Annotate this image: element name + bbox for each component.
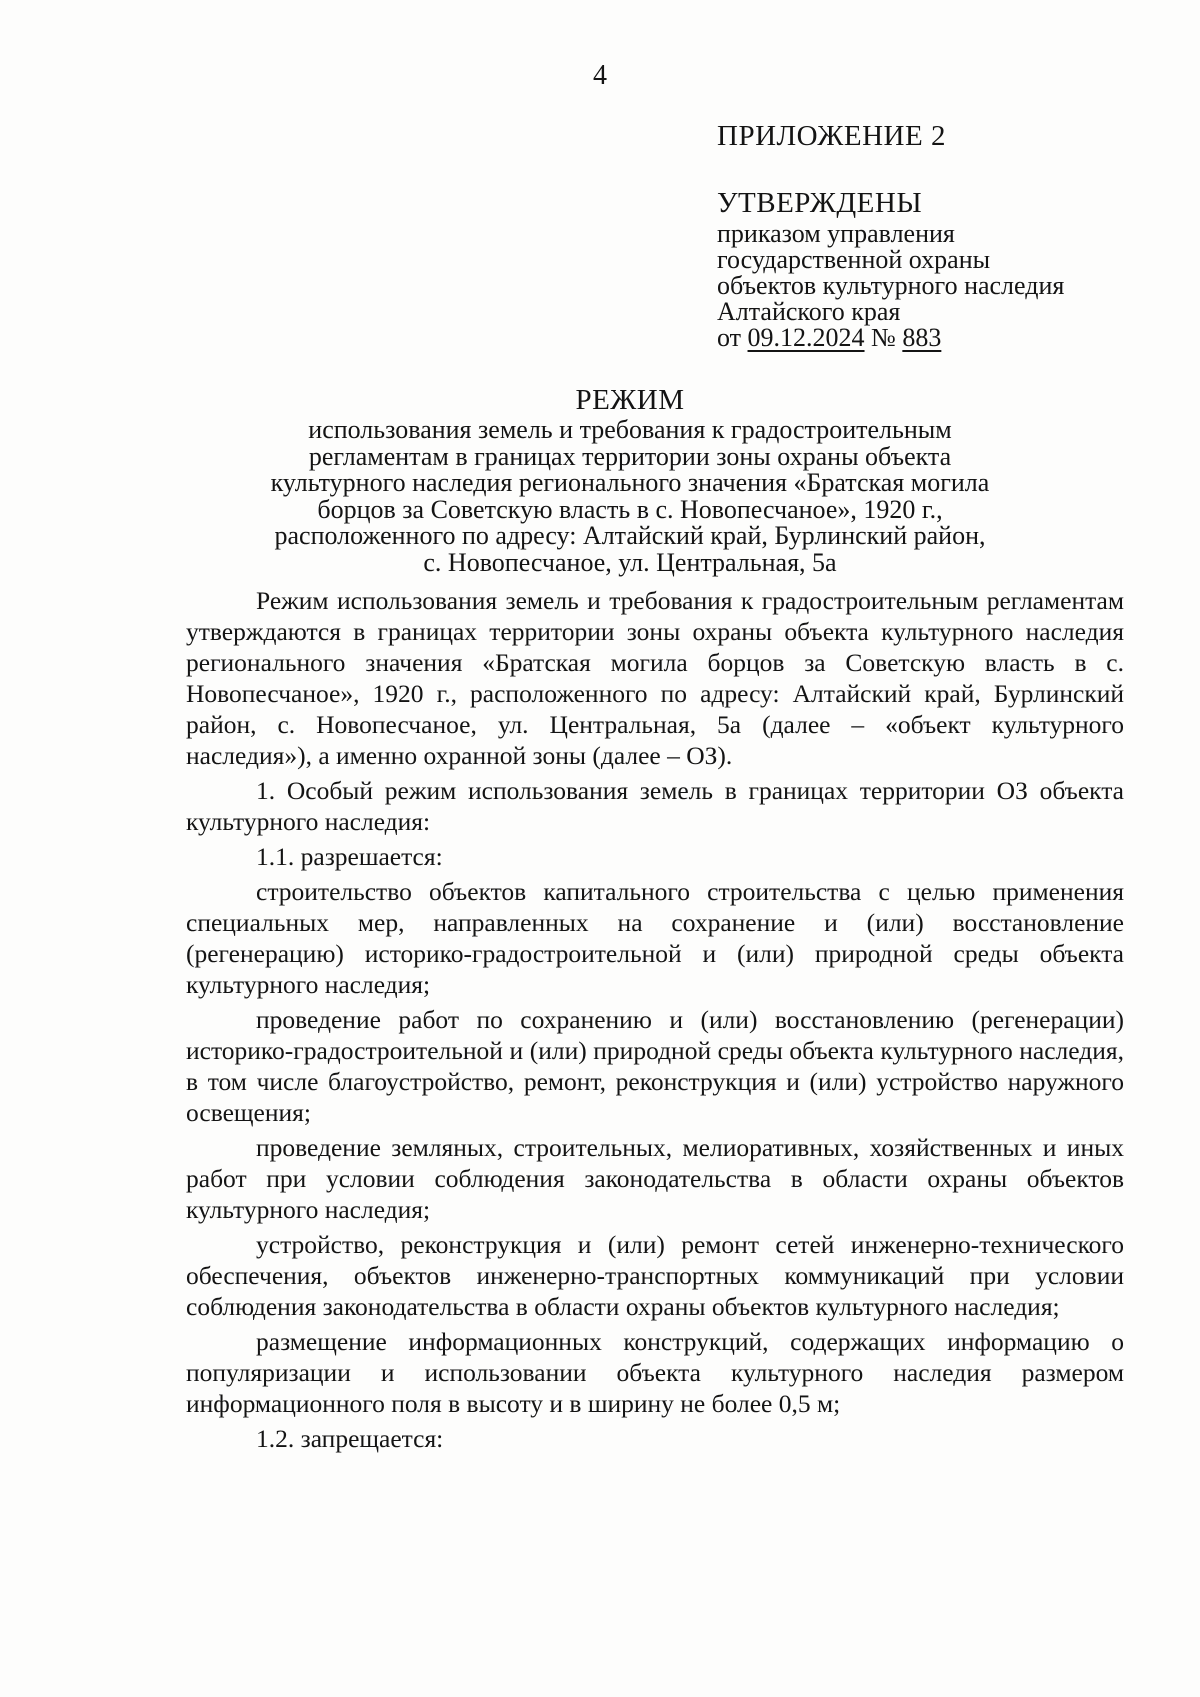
approval-date: 09.12.2024 xyxy=(747,323,865,352)
intro-paragraph: Режим использования земель и требования к градостроительным регламентам утверждаются в границах территории зоны охраны объекта культурного наследия регионального значения «Братская могила борцов за Советскую власть в с. Новопесчаное», 1920 г., расположенного по адресу: Алтайский край, Бурлинский район, с. Новопесчаное, ул. Центральная, 5а (далее – «объект культурного наследия»), а именно охранной зоны (далее – ОЗ). xyxy=(186,586,1124,770)
allowed-item: строительство объектов капитального строительства с целью применения специальных мер, направленных на сохранение и (или) восстановление (регенерацию) историко-градостроительной и (или) природной среды объекта культурного наследия; xyxy=(186,877,1124,999)
number-sign: № xyxy=(871,323,896,352)
allowed-item: устройство, реконструкция и (или) ремонт сетей инженерно-технического обеспечения, объектов инженерно-транспортных коммуникаций при условии соблюдения законодательства в области охраны объектов культурного наследия; xyxy=(186,1230,1124,1321)
section-1-paragraph: 1. Особый режим использования земель в границах территории ОЗ объекта культурного наследия: xyxy=(186,776,1124,836)
approved-by-line: государственной охраны xyxy=(717,245,991,274)
allowed-item: проведение работ по сохранению и (или) восстановлению (регенерации) историко-градостроительной и (или) природной среды объекта культурного наследия, в том числе благоустройство, ремонт, реконструкция и (или) устройство наружного освещения; xyxy=(186,1005,1124,1127)
document-heading xyxy=(230,383,1030,576)
document-body xyxy=(186,585,1124,1454)
section-1-2-heading: 1.2. запрещается: xyxy=(256,1424,444,1453)
heading-line: культурного наследия регионального значения «Братская могила xyxy=(270,468,990,497)
section-1-1-heading: 1.1. разрешается: xyxy=(256,842,443,871)
allowed-item: проведение земляных, строительных, мелиоративных, хозяйственных и иных работ при условии соблюдения законодательства в области охраны объектов культурного наследия; xyxy=(186,1133,1124,1224)
heading-line: борцов за Советскую власть в с. Новопесчаное», 1920 г., xyxy=(317,494,943,524)
allowed-item: размещение информационных конструкций, содержащих информацию о популяризации и использовании объекта культурного наследия размером информационного поля в высоту и в ширину не более 0,5 м; xyxy=(186,1327,1124,1418)
heading-line: с. Новопесчаное, ул. Центральная, 5а xyxy=(423,547,837,577)
approval-block xyxy=(717,120,1157,351)
appendix-title: ПРИЛОЖЕНИЕ 2 xyxy=(717,120,946,152)
page-number: 4 xyxy=(593,60,607,91)
approved-title: УТВЕРЖДЕНЫ xyxy=(717,187,923,219)
date-prefix: от xyxy=(717,323,742,352)
approved-by-line: приказом управления xyxy=(717,219,955,248)
heading-line: расположенного по адресу: Алтайский край, Бурлинский район, xyxy=(274,521,986,550)
approved-by-line: Алтайского края xyxy=(717,297,901,326)
approved-by-line: объектов культурного наследия xyxy=(717,271,1065,300)
order-number: 883 xyxy=(902,323,942,352)
heading-line: использования земель и требования к градостроительным xyxy=(308,415,952,444)
heading-title: РЕЖИМ xyxy=(575,384,685,416)
heading-line: регламентам в границах территории зоны охраны объекта xyxy=(308,441,952,471)
approval-date-line xyxy=(717,325,1157,351)
